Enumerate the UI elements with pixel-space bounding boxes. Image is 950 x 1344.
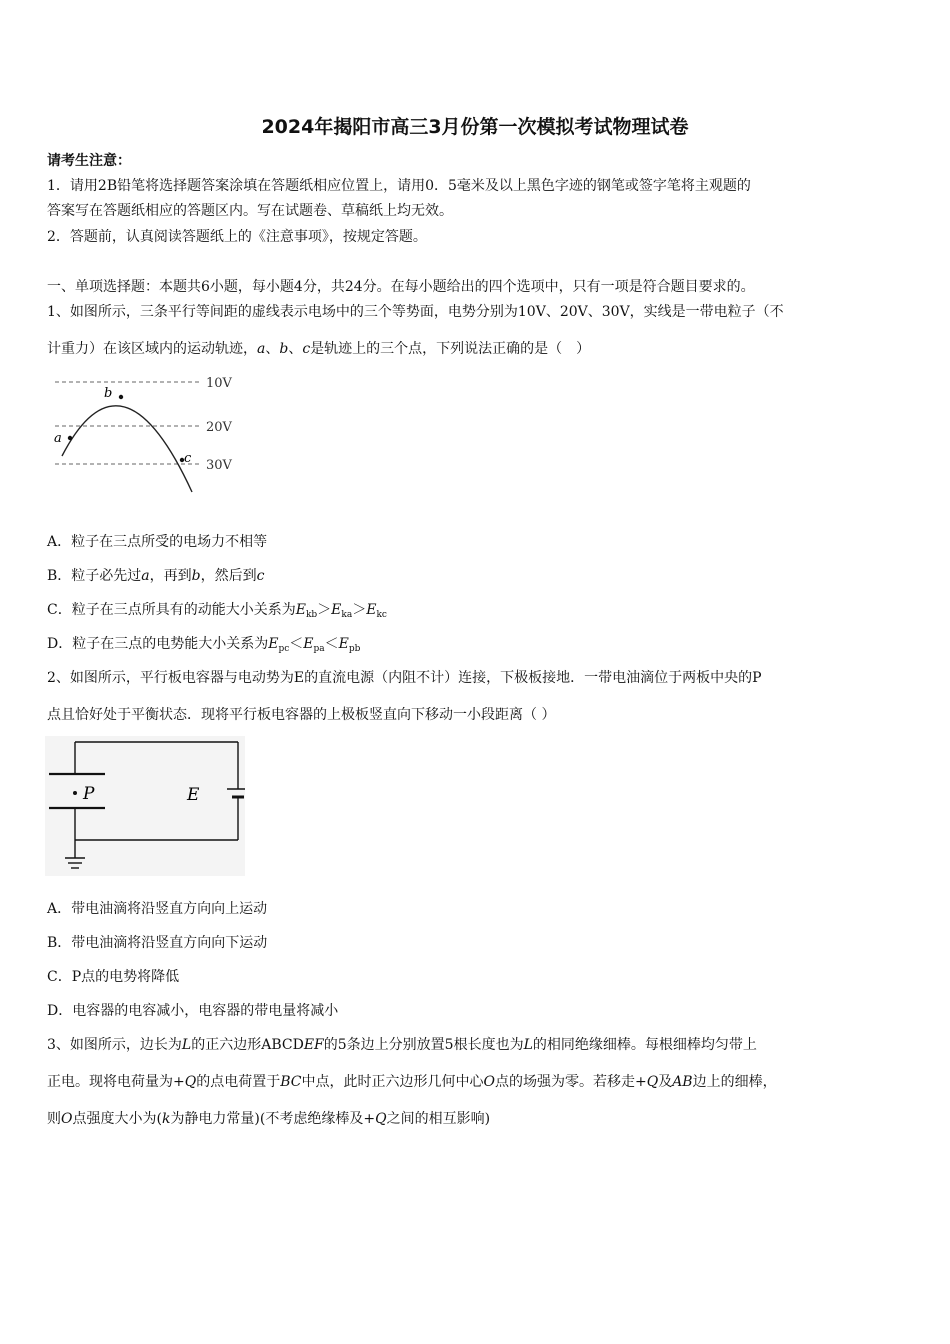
q2-stem-line2: 点且恰好处于平衡状态．现将平行板电容器的上极板竖直向下移动一小段距离（ ） — [47, 707, 556, 723]
label-10v: 10V — [206, 376, 232, 391]
q1-figure-equipotential — [50, 370, 250, 500]
q3-stem-line1: 3、如图所示，边长为L的正六边形ABCDEF的5条边上分别放置5根长度也为L的相同绝缘细棒。每根细棒均匀带上 — [47, 1037, 757, 1053]
label-c: c — [184, 451, 192, 466]
label-30v: 30V — [206, 458, 232, 473]
q2-option-a: A．带电油滴将沿竖直方向向上运动 — [47, 901, 268, 917]
section-heading: 一、单项选择题：本题共6小题，每小题4分，共24分。在每小题给出的四个选项中，只有一项是符合题目要求的。 — [47, 279, 755, 295]
q1-option-d: D．粒子在三点的电势能大小关系为$E_{pc}<E_{pa}<E_{pb}$ — [47, 636, 361, 654]
q1-stem-line1: 1、如图所示，三条平行等间距的虚线表示电场中的三个等势面，电势分别为10V、20V、30V，实线是一带电粒子（不 — [47, 304, 784, 320]
q2-figure-capacitor-circuit — [45, 736, 245, 876]
q1-option-c: C．粒子在三点所具有的动能大小关系为$E_{kb}>E_{ka}>E_{kc}$ — [47, 602, 387, 620]
particle-trajectory — [62, 406, 192, 492]
q2-option-c: C．P点的电势将降低 — [47, 969, 180, 985]
notice-item-1-cont: 答案写在答题纸相应的答题区内。写在试题卷、草稿纸上均无效。 — [47, 203, 453, 219]
notice-item-2: 2．答题前，认真阅读答题纸上的《注意事项》，按规定答题。 — [47, 229, 427, 245]
label-b: b — [104, 386, 113, 401]
page-title: 2024年揭阳市高三3月份第一次模拟考试物理试卷 — [261, 116, 689, 138]
point-b — [119, 395, 123, 399]
q3-stem-line2: 正电。现将电荷量为+Q的点电荷置于BC中点，此时正六边形几何中心O点的场强为零。若移走+Q及AB边上的细棒， — [47, 1074, 777, 1090]
oil-drop-p — [73, 791, 77, 795]
label-20v: 20V — [206, 420, 232, 435]
point-a — [68, 436, 72, 440]
notice-item-1: 1．请用2B铅笔将选择题答案涂填在答题纸相应位置上，请用0．5毫米及以上黑色字迹的钢笔或签字笔将主观题的 — [47, 178, 751, 194]
q1-stem-line2: 计重力）在该区域内的运动轨迹，a、b、c是轨迹上的三个点，下列说法正确的是（ ） — [47, 341, 591, 357]
label-a: a — [54, 431, 62, 446]
q2-option-d: D．电容器的电容减小，电容器的带电量将减小 — [47, 1003, 339, 1019]
notice-heading: 请考生注意： — [47, 153, 131, 169]
q2-stem-line1: 2、如图所示，平行板电容器与电动势为E的直流电源（内阻不计）连接，下极板接地．一带电油滴位于两板中央的P — [47, 670, 762, 686]
label-p: P — [83, 784, 95, 804]
q2-option-b: B．带电油滴将沿竖直方向向下运动 — [47, 935, 268, 951]
q1-option-a: A．粒子在三点所受的电场力不相等 — [47, 534, 268, 550]
q3-stem-line3: 则O点强度大小为(k为静电力常量)(不考虑绝缘棒及+Q之间的相互影响) — [47, 1111, 491, 1127]
q1-option-b: B．粒子必先过a，再到b，然后到c — [47, 568, 265, 584]
label-e: E — [187, 785, 200, 805]
